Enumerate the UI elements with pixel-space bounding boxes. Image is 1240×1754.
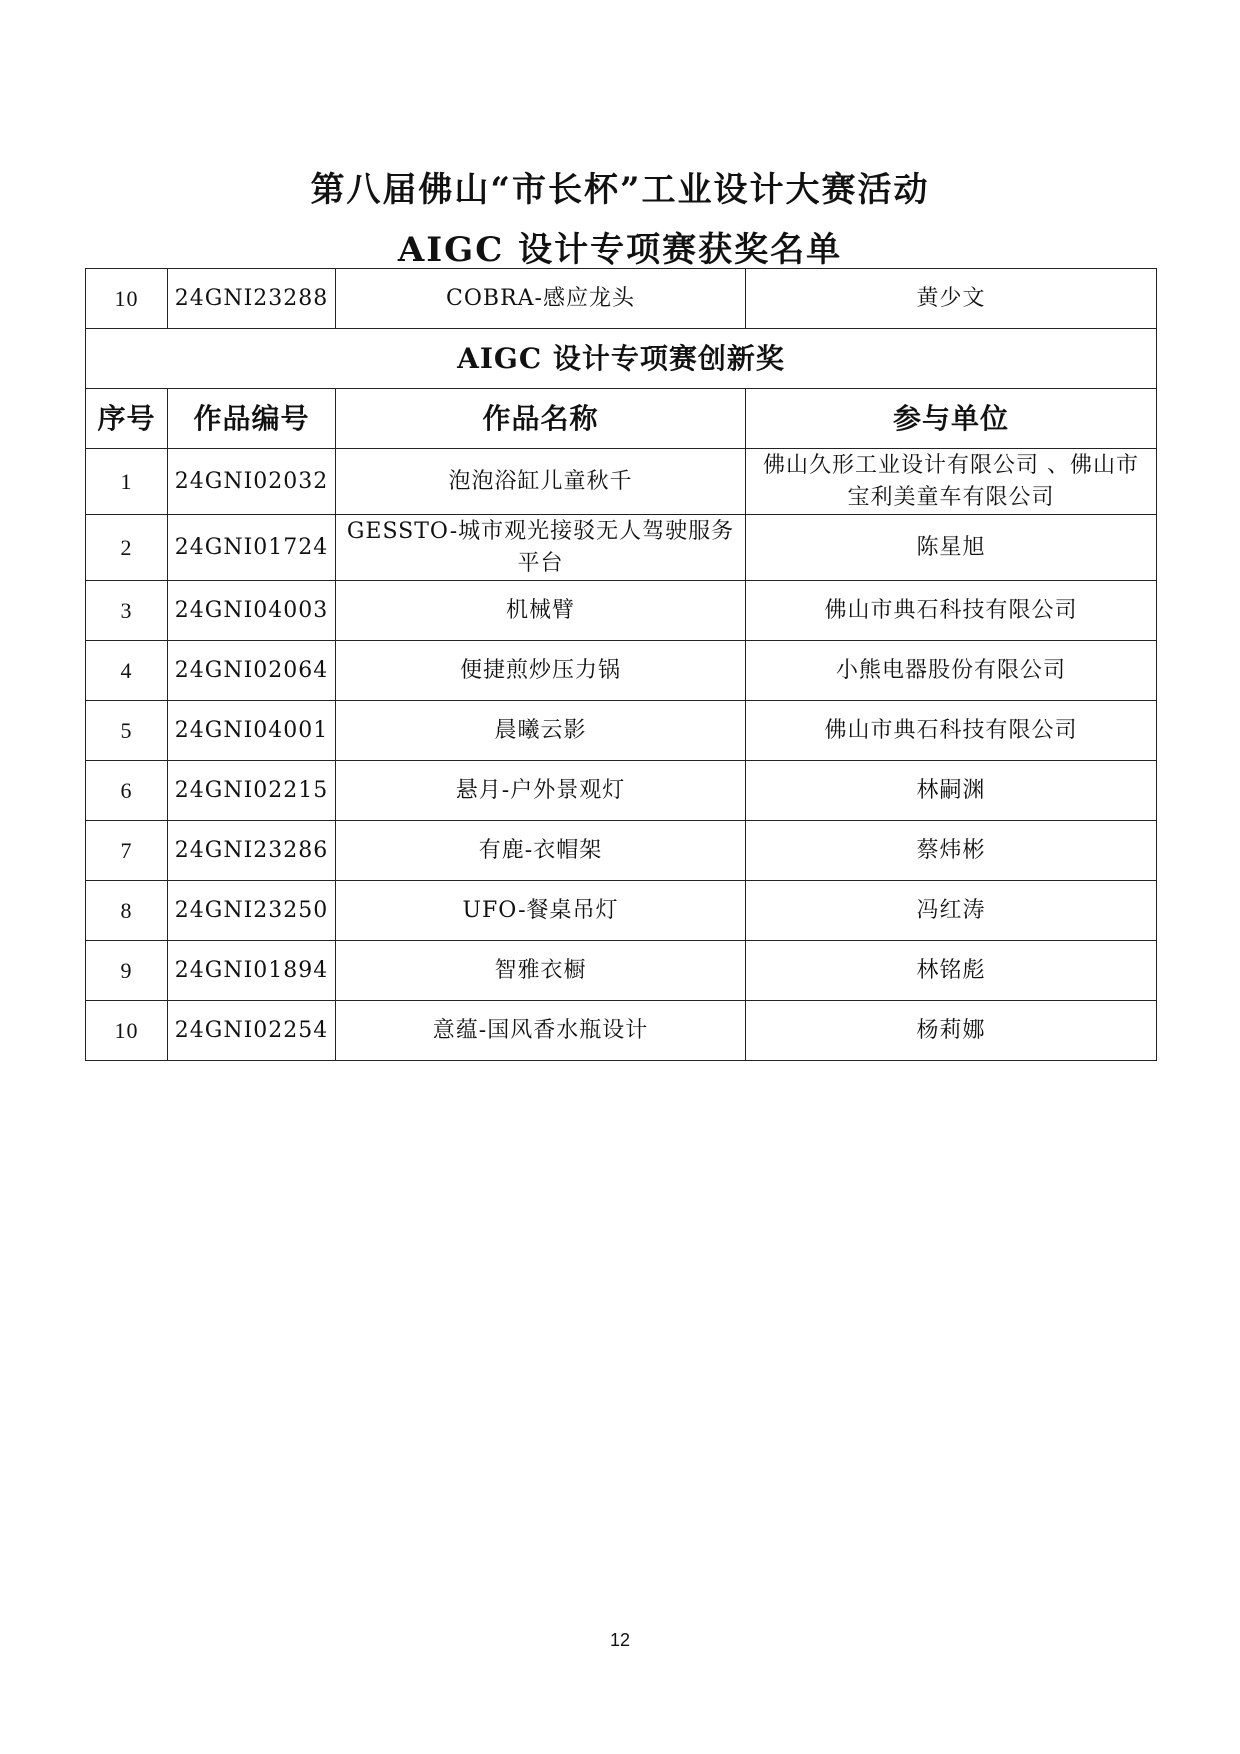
table-row: [86, 641, 1157, 701]
awards-table: [85, 268, 1157, 1061]
work-name: 晨曦云影: [336, 701, 746, 761]
participant-unit: 杨莉娜: [746, 1001, 1157, 1061]
table-row: [86, 821, 1157, 881]
work-code: 24GNI02215: [168, 761, 336, 821]
document-subtitle: AIGC 设计专项赛获奖名单: [397, 230, 843, 270]
work-code: 24GNI02254: [168, 1001, 336, 1061]
row-index: 10: [86, 1001, 168, 1061]
table-row: [86, 701, 1157, 761]
table-row: [86, 449, 1157, 515]
participant-unit: 佛山久形工业设计有限公司 、佛山市宝利美童车有限公司: [746, 449, 1157, 515]
work-code: 24GNI02032: [168, 449, 336, 515]
table-row: [86, 269, 1157, 329]
document-title: 第八届佛山“市长杯”工业设计大赛活动: [310, 170, 930, 210]
work-name: 悬月-户外景观灯: [336, 761, 746, 821]
work-name: 便捷煎炒压力锅: [336, 641, 746, 701]
page-number: 12: [609, 1630, 631, 1650]
table-row: [86, 515, 1157, 581]
participant-unit: 佛山市典石科技有限公司: [746, 581, 1157, 641]
work-code: 24GNI02064: [168, 641, 336, 701]
row-index: 3: [86, 581, 168, 641]
row-index: 4: [86, 641, 168, 701]
table-row: [86, 881, 1157, 941]
participant-unit: 陈星旭: [746, 515, 1157, 581]
work-code: 24GNI23286: [168, 821, 336, 881]
row-index: 7: [86, 821, 168, 881]
row-index: 9: [86, 941, 168, 1001]
work-code: 24GNI01894: [168, 941, 336, 1001]
participant-unit: 佛山市典石科技有限公司: [746, 701, 1157, 761]
header-unit: 参与单位: [746, 389, 1157, 449]
work-name: 机械臂: [336, 581, 746, 641]
work-name: 泡泡浴缸儿童秋千: [336, 449, 746, 515]
work-code: 24GNI04003: [168, 581, 336, 641]
participant-unit: 冯红涛: [746, 881, 1157, 941]
work-name: 智雅衣橱: [336, 941, 746, 1001]
row-index: 8: [86, 881, 168, 941]
section-row: [86, 329, 1157, 389]
work-name: 意蕴-国风香水瓶设计: [336, 1001, 746, 1061]
header-name: 作品名称: [336, 389, 746, 449]
table-row: [86, 1001, 1157, 1061]
work-name: COBRA-感应龙头: [336, 269, 746, 329]
work-code: 24GNI04001: [168, 701, 336, 761]
row-index: 5: [86, 701, 168, 761]
work-name: UFO-餐桌吊灯: [336, 881, 746, 941]
header-code: 作品编号: [168, 389, 336, 449]
participant-unit: 林铭彪: [746, 941, 1157, 1001]
row-index: 1: [86, 449, 168, 515]
header-row: [86, 389, 1157, 449]
header-index: 序号: [86, 389, 168, 449]
row-index: 10: [86, 269, 168, 329]
row-index: 6: [86, 761, 168, 821]
work-code: 24GNI01724: [168, 515, 336, 581]
participant-unit: 林嗣渊: [746, 761, 1157, 821]
participant-unit: 小熊电器股份有限公司: [746, 641, 1157, 701]
section-title: AIGC 设计专项赛创新奖: [86, 329, 1157, 389]
row-index: 2: [86, 515, 168, 581]
work-code: 24GNI23250: [168, 881, 336, 941]
participant-unit: 蔡炜彬: [746, 821, 1157, 881]
table-row: [86, 761, 1157, 821]
participant-unit: 黄少文: [746, 269, 1157, 329]
table-row: [86, 581, 1157, 641]
work-code: 24GNI23288: [168, 269, 336, 329]
work-name: GESSTO-城市观光接驳无人驾驶服务平台: [336, 515, 746, 581]
work-name: 有鹿-衣帽架: [336, 821, 746, 881]
table-row: [86, 941, 1157, 1001]
